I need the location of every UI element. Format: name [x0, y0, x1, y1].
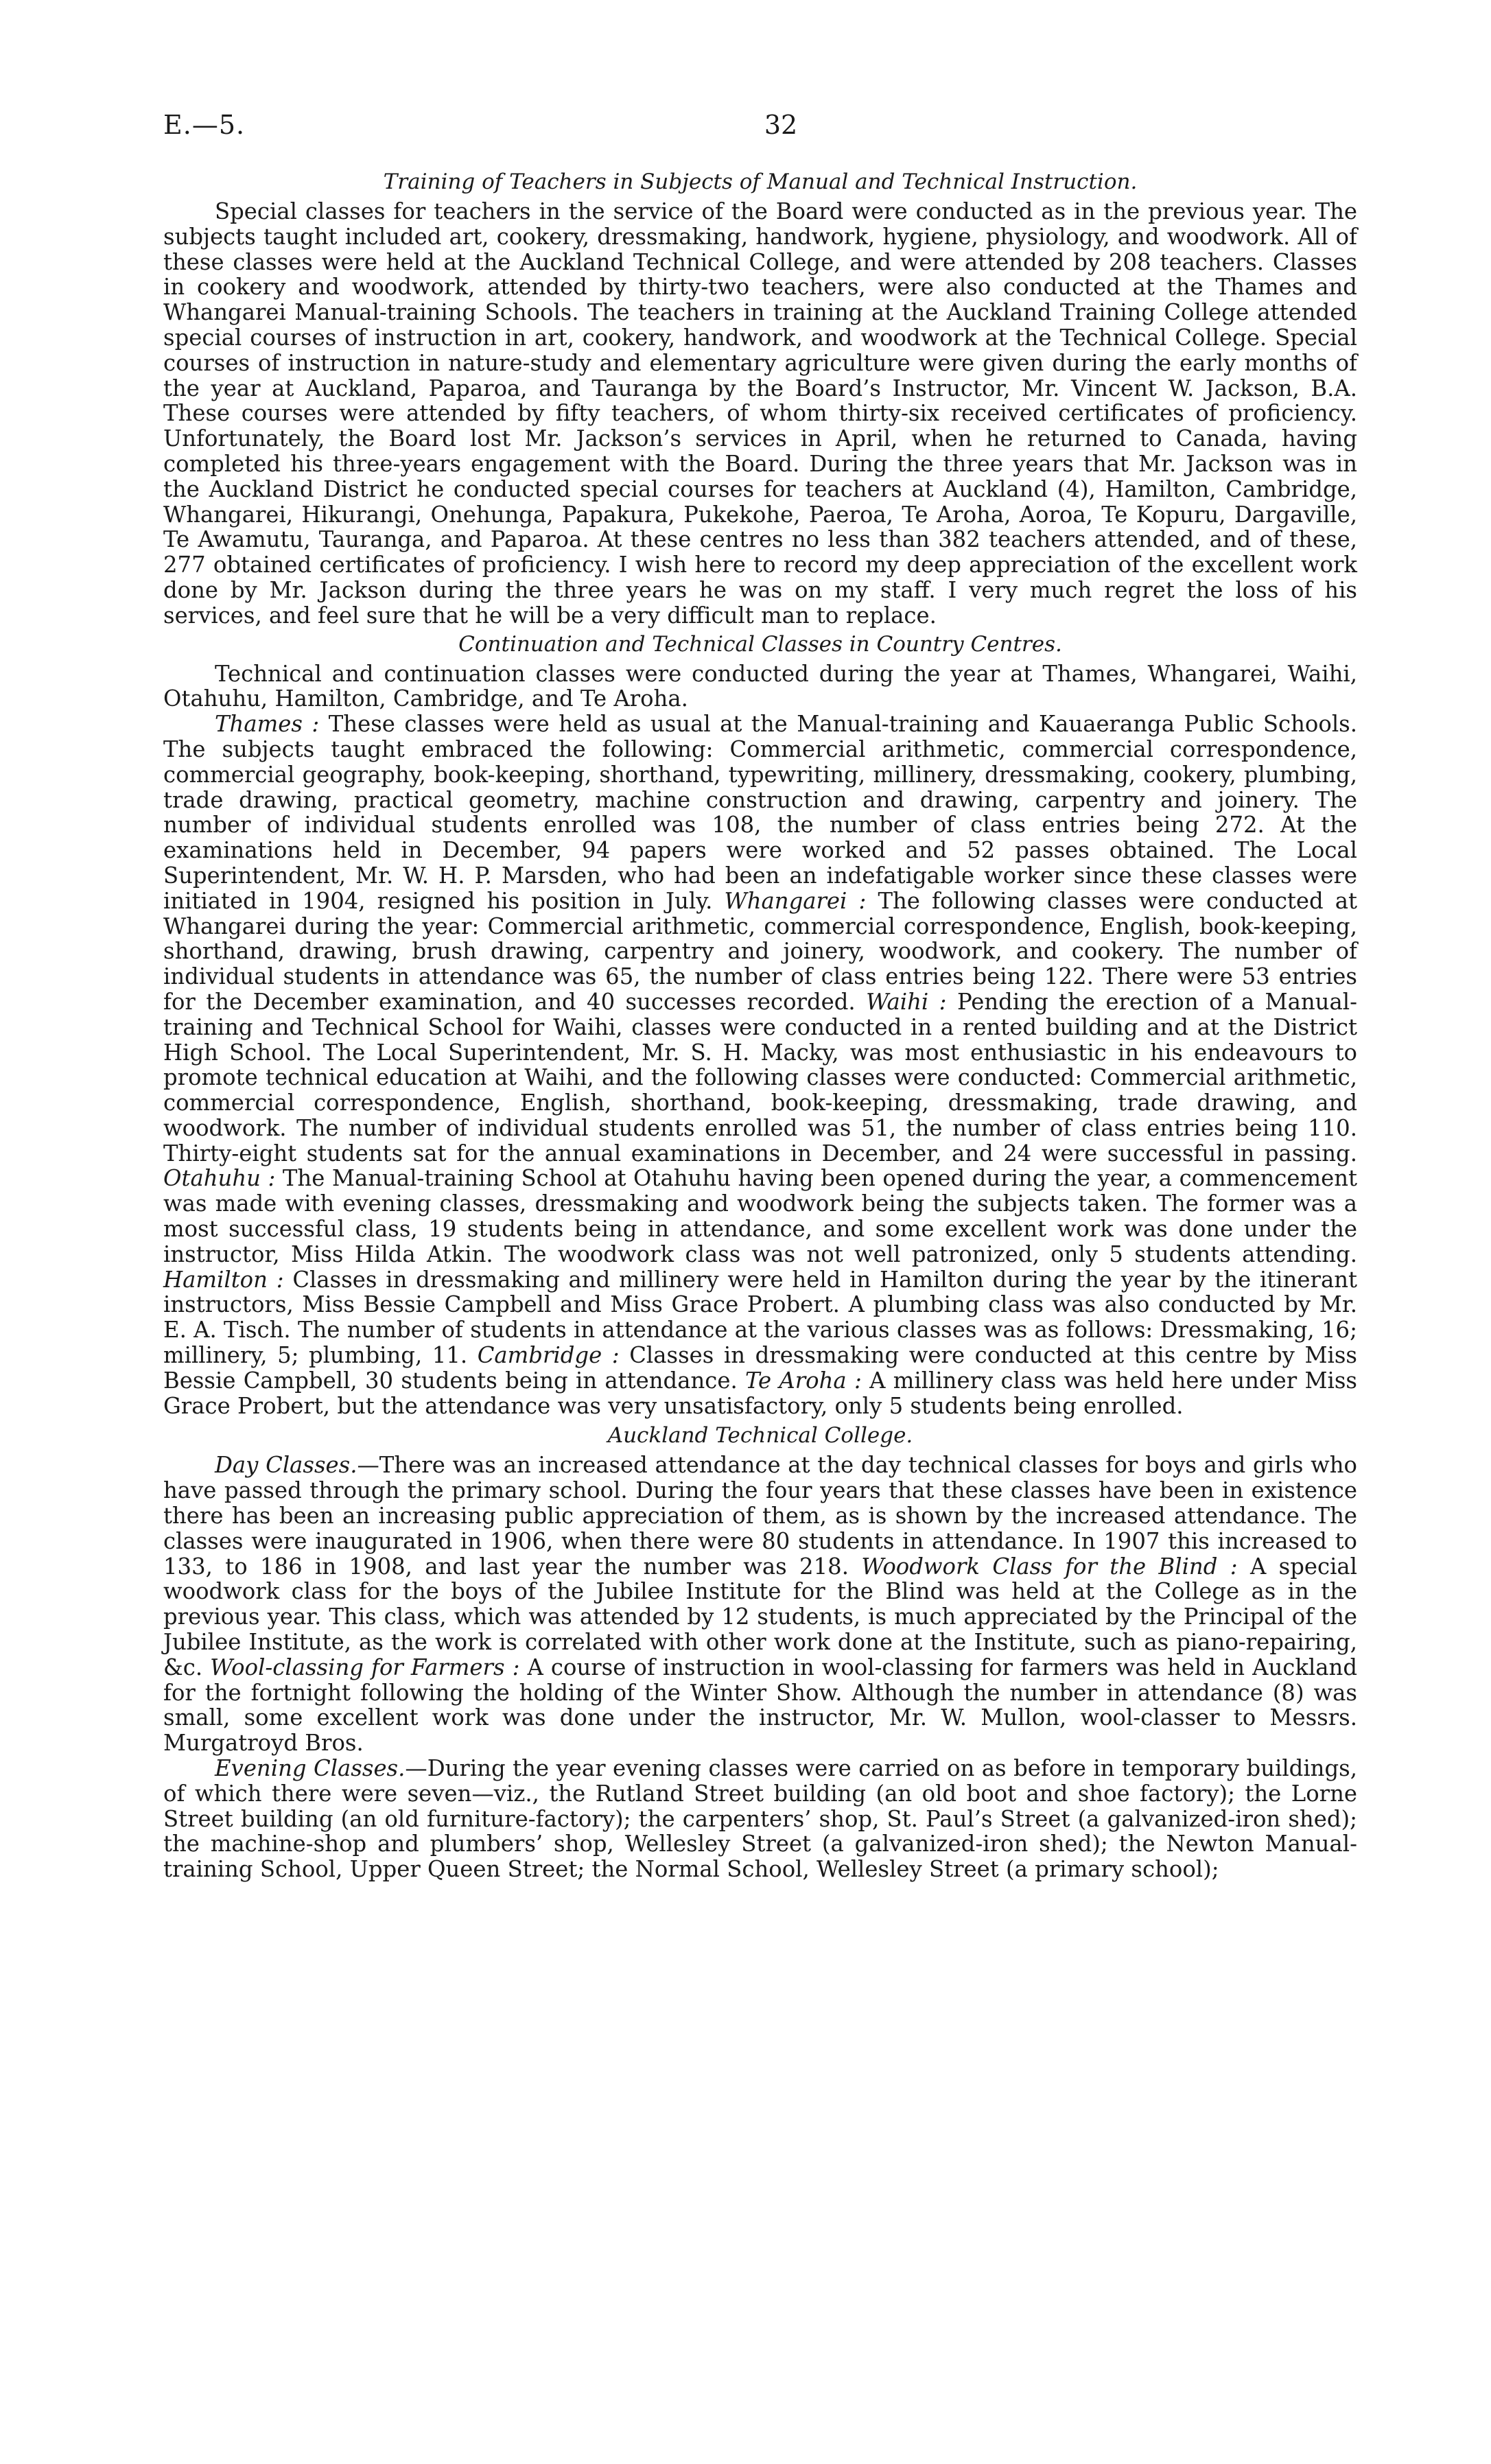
run-in-heading-hamilton: Hamilton :	[163, 1266, 284, 1293]
section-training-of-teachers	[163, 169, 1357, 629]
paragraph: Technical and continuation classes were conducted during the year at Thames, Whangarei, Waihi, Otahuhu, Hamilton, Cambridge, and Te Aroha.	[163, 660, 1357, 712]
paragraph-centres	[163, 712, 1357, 1418]
text-hamilton: Classes in dressmaking and millinery were held in Hamilton during the year by the itinerant instructors, Miss Bessie Campbell and Miss Grace Probert. A plumbing class was also conducted by Mr. E. A. Tisch. The number of students in attendance at the various classes was as follows: Dressmaking, 16; millinery, 5; plumbing, 11.	[163, 1266, 1357, 1369]
page-header	[163, 103, 1357, 151]
text-cambridge: Classes in dressmaking were conducted at this centre by Miss Bessie Campbell, 30 students being in attendance.	[163, 1342, 1357, 1394]
section-country-centres	[163, 631, 1357, 1419]
text-whangarei: The following classes were conducted at Whangarei during the year: Commercial arithmetic, commercial correspondence, English, book-keeping, shorthand, drawing, brush drawing, carpentry and joinery, woodwork, and cookery. The number of individual students in attendance was 65, the number of class entries being 122. There were 53 entries for the December examination, and 40 successes recorded.	[163, 887, 1358, 1015]
paragraph-evening-classes	[163, 1756, 1357, 1882]
run-in-heading-te-aroha: Te Aroha :	[745, 1367, 862, 1394]
section-heading: Continuation and Technical Classes in Country Centres.	[458, 631, 1062, 657]
run-in-heading-waihi: Waihi :	[866, 988, 947, 1015]
paragraph: Special classes for teachers in the service of the Board were conducted as in the previous year. The subjects taught included art, cookery, dressmaking, handwork, hygiene, physiology, and woodwork. All of these classes were held at the Auckland Technical College, and were attended by 208 teachers. Classes in cookery and woodwork, attended by thirty-two teachers, were also conducted at the Thames and Whangarei Manual-training Schools. The teachers in training at the Auckland Training College attended special courses of instruction in art, cookery, handwork, and woodwork at the Technical College. Special courses of instruction in nature-study and elementary agriculture were given during the early months of the year at Auckland, Paparoa, and Tauranga by the Board’s Instructor, Mr. Vincent W. Jackson, B.A. These courses were attended by fifty teachers, of whom thirty-six received certificates of proficiency. Unfortunately, the Board lost Mr. Jackson’s services in April, when he returned to Canada, having completed his three-years engagement with the Board. During the three years that Mr. Jackson was in the Auckland District he conducted special courses for teachers at Auckland (4), Hamilton, Cambridge, Whangarei, Hikurangi, Onehunga, Papakura, Pukekohe, Paeroa, Te Aroha, Aoroa, Te Kopuru, Dargaville, Te Awamutu, Tauranga, and Paparoa. At these centres no less than 382 teachers attended, and of these, 277 obtained certificates of proficiency. I wish here to record my deep appreciation of the excellent work done by Mr. Jackson during the three years he was on my staff. I very much regret the loss of his services, and feel sure that he will be a very difficult man to replace.	[163, 198, 1357, 629]
section-auckland-technical-college	[163, 1422, 1357, 1882]
text-wool-classing: A course of instruction in wool-classing for farmers was held in Auckland for the fortnight following the holding of the Winter Show. Although the number in attendance (8) was small, some excellent work was done under the instructor, Mr. W. Mullon, wool-classer to Messrs. Murgatroyd Bros.	[163, 1654, 1357, 1757]
text-te-aroha: A millinery class was held here under Miss Grace Probert, but the attendance was very unsatisfactory, only 5 students being enrolled.	[163, 1367, 1357, 1419]
document-page	[163, 103, 1357, 2464]
text-evening-classes: —During the year evening classes were carried on as before in temporary buildings, of which there were seven—viz., the Rutland Street building (an old boot and shoe factory); the Lorne Street building (an old furniture-factory); the carpenters’ shop, St. Paul’s Street (a galvanized-iron shed); the machine-shop and plumbers’ shop, Wellesley Street (a galvanized-iron shed); the Newton Manual-training School, Upper Queen Street; the Normal School, Wellesley Street (a primary school);	[163, 1755, 1357, 1883]
run-in-heading-whangarei: Whangarei :	[724, 887, 867, 914]
page-number: 32	[764, 110, 798, 140]
text-thames: These classes were held as usual at the Manual-training and Kauaeranga Public Schools. The subjects taught embraced the following: Commercial arithmetic, commercial correspondence, commercial geography, book-keeping, shorthand, typewriting, millinery, dressmaking, cookery, plumbing, trade drawing, practical geometry, machine construction and drawing, carpentry and joinery. The number of individual students enrolled was 108, the number of class entries being 272. At the examinations held in December, 94 papers were worked and 52 passes obtained. The Local Superintendent, Mr. W. H. P. Marsden, who had been an indefatigable worker since these classes were initiated in 1904, resigned his position in July.	[163, 711, 1357, 914]
section-heading: Training of Teachers in Subjects of Manual and Technical Instruction.	[383, 169, 1138, 194]
text-blind-class: A special woodwork class for the boys of the Jubilee Institute for the Blind was held at the College as in the previous year. This class, which was attended by 12 students, is much appreciated by the Principal of the Jubilee Institute, as the work is correlated with other work done at the Institute, such as piano-repairing, &c.	[163, 1553, 1357, 1680]
text-day-classes: —There was an increased attendance at the day technical classes for boys and girls who have passed through the primary school. During the four years that these classes have been in existence there has been an increasing public appreciation of them, as is shown by the increased attendance. The classes were inaugurated in 1906, when there were 80 students in attendance. In 1907 this increased to 133, to 186 in 1908, and last year the number was 218.	[163, 1452, 1357, 1580]
run-in-heading-cambridge: Cambridge :	[477, 1342, 620, 1369]
run-in-heading-otahuhu: Otahuhu :	[163, 1165, 276, 1192]
run-in-heading-thames: Thames :	[215, 711, 320, 738]
run-in-heading-blind-class: Woodwork Class for the Blind :	[861, 1553, 1238, 1580]
run-in-heading-wool-classing: Wool-classing for Farmers :	[210, 1654, 520, 1680]
text-otahuhu: The Manual-training School at Otahuhu having been opened during the year, a commencement was made with evening classes, dressmaking and woodwork being the subjects taken. The former was a most successful class, 19 students being in attendance, and some excellent work was done under the instructor, Miss Hilda Atkin. The woodwork class was not well patronized, only 5 students attending.	[163, 1165, 1357, 1267]
run-in-heading-evening-classes: Evening Classes.	[215, 1755, 406, 1782]
report-reference: E.—5.	[163, 110, 246, 140]
run-in-heading-day-classes: Day Classes.	[215, 1452, 357, 1479]
text-waihi: Pending the erection of a Manual-training and Technical School for Waihi, classes were conducted in a rented building and at the District High School. The Local Superintendent, Mr. S. H. Macky, was most enthusiastic in his endeavours to promote technical education at Waihi, and the following classes were conducted: Commercial arithmetic, commercial correspondence, English, shorthand, book-keeping, dressmaking, trade drawing, and woodwork. The number of individual students enrolled was 51, the number of class entries being 110. Thirty-eight students sat for the annual examinations in December, and 24 were successful in passing.	[163, 988, 1357, 1166]
section-heading: Auckland Technical College.	[607, 1423, 913, 1448]
paragraph-day-classes	[163, 1453, 1357, 1756]
